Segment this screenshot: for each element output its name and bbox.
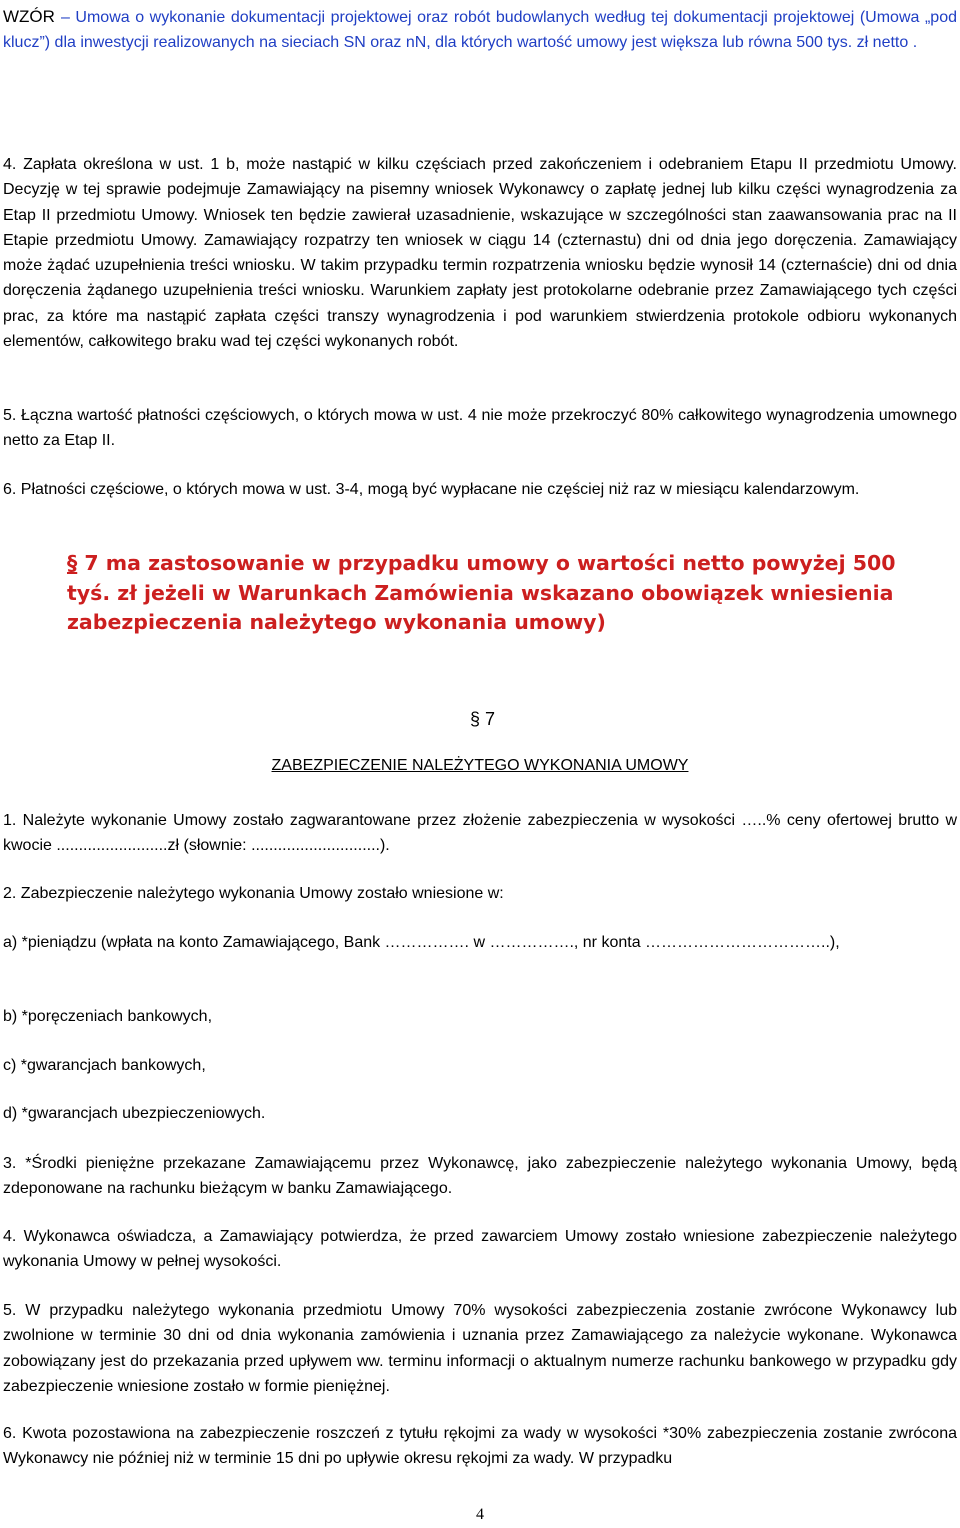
security-clause-3: 3. *Środki pieniężne przekazane Zamawiającemu przez Wykonawcę, jako zabezpieczenie należytego wykonania Umowy, będą zdeponowane na rachunku bieżącym w banku Zamawiającego. bbox=[3, 1155, 957, 1198]
template-label: WZÓR bbox=[3, 7, 55, 26]
security-clause-5: 5. W przypadku należytego wykonania przedmiotu Umowy 70% wysokości zabezpieczenia zostanie zwrócone Wykonawcy lub zwolnione w terminie 30 dni od dnia wykonania zamówienia i uznania przez Zamawiającego za należycie wykonane. Wykonawca zobowiązany jest do przekazania przed upływem ww. terminu informacji o aktualnym numerze rachunku bankowego w przypadku gdy zabezpieczenie wniesione zostało w formie pieniężnej. bbox=[3, 1302, 957, 1395]
document-header bbox=[3, 4, 957, 55]
payment-clause-6: 6. Płatności częściowe, o których mowa w ust. 3-4, mogą być wypłacane nie częściej niż raz w miesiącu kalendarzowym. bbox=[3, 481, 860, 498]
security-clause-2: 2. Zabezpieczenie należytego wykonania Umowy zostało wniesione w: bbox=[3, 885, 504, 902]
note-text: 7 ma zastosowanie w przypadku umowy o wartości netto powyżej 500 tyś. zł jeżeli w Warunkach Zamówienia wskazano obowiązek wniesienia zabezpieczenia należytego wykonania umowy) bbox=[67, 551, 896, 634]
header-title: Umowa o wykonanie dokumentacji projektowej oraz robót budowlanych według tej dokumentacji projektowej (Umowa „pod klucz”) dla inwestycji realizowanych na sieciach SN oraz nN, dla których wartość umowy jest większa lub równa 500 tys. zł netto . bbox=[3, 9, 957, 51]
security-option-b: b) *poręczeniach bankowych, bbox=[3, 1008, 213, 1025]
header-dash: – bbox=[60, 9, 70, 26]
section-number: § 7 bbox=[470, 709, 496, 729]
security-option-c: c) *gwarancjach bankowych, bbox=[3, 1057, 206, 1074]
security-clause-1: 1. Należyte wykonanie Umowy zostało zagwarantowane przez złożenie zabezpieczenia w wysokości …..% ceny ofertowej brutto w kwocie .........................zł (słownie: .............................). bbox=[3, 812, 957, 855]
page-number: 4 bbox=[476, 1506, 484, 1523]
security-clause-4: 4. Wykonawca oświadcza, a Zamawiający potwierdza, że przed zawarciem Umowy zostało wniesione zabezpieczenie należytego wykonania Umowy w pełnej wysokości. bbox=[3, 1228, 957, 1271]
security-clause-6: 6. Kwota pozostawiona na zabezpieczenie roszczeń z tytułu rękojmi za wady w wysokości *30% zabezpieczenia zostanie zwrócona Wykonawcy nie później niż w terminie 15 dni po upływie okresu rękojmi za wady. W przypadku bbox=[3, 1425, 957, 1468]
section-heading: ZABEZPIECZENIE NALEŻYTEGO WYKONANIA UMOWY bbox=[271, 757, 689, 774]
section-7-applicability-note bbox=[67, 549, 937, 638]
security-option-a: a) *pieniądzu (wpłata na konto Zamawiającego, Bank ……………. w ……………., nr konta ……………………………..), bbox=[3, 934, 840, 951]
security-option-d: d) *gwarancjach ubezpieczeniowych. bbox=[3, 1105, 266, 1122]
payment-clause-4: 4. Zapłata określona w ust. 1 b, może nastąpić w kilku częściach przed zakończeniem i odebraniem Etapu II przedmiotu Umowy. Decyzję w tej sprawie podejmuje Zamawiający na pisemny wniosek Wykonawcy o zapłatę jednej lub kilku części wynagrodzenia za Etap II przedmiotu Umowy. Wniosek ten będzie zawierał uzasadnienie, wskazujące w szczególności stan zaawansowania prac na II Etapie przedmiotu Umowy. Zamawiający rozpatrzy ten wniosek w ciągu 14 (czternastu) dni od dnia jego doręczenia. Zamawiający może żądać uzupełnienia treści wniosku. W takim przypadku termin rozpatrzenia wniosku będzie wynosił 14 (czternaście) dni od dnia doręczenia żądanego uzupełnienia treści wniosku. Warunkiem zapłaty jest protokolarne odebranie przez Zamawiającego tych części prac, za które ma nastąpić zapłata części transzy wynagrodzenia i pod warunkiem stwierdzenia protokole odbioru wykonanych elementów, całkowitego braku wad tej części wykonanych robót. bbox=[3, 156, 957, 351]
section-symbol: § bbox=[67, 551, 78, 575]
payment-clause-5: 5. Łączna wartość płatności częściowych, o których mowa w ust. 4 nie może przekroczyć 80% całkowitego wynagrodzenia umownego netto za Etap II. bbox=[3, 407, 957, 450]
